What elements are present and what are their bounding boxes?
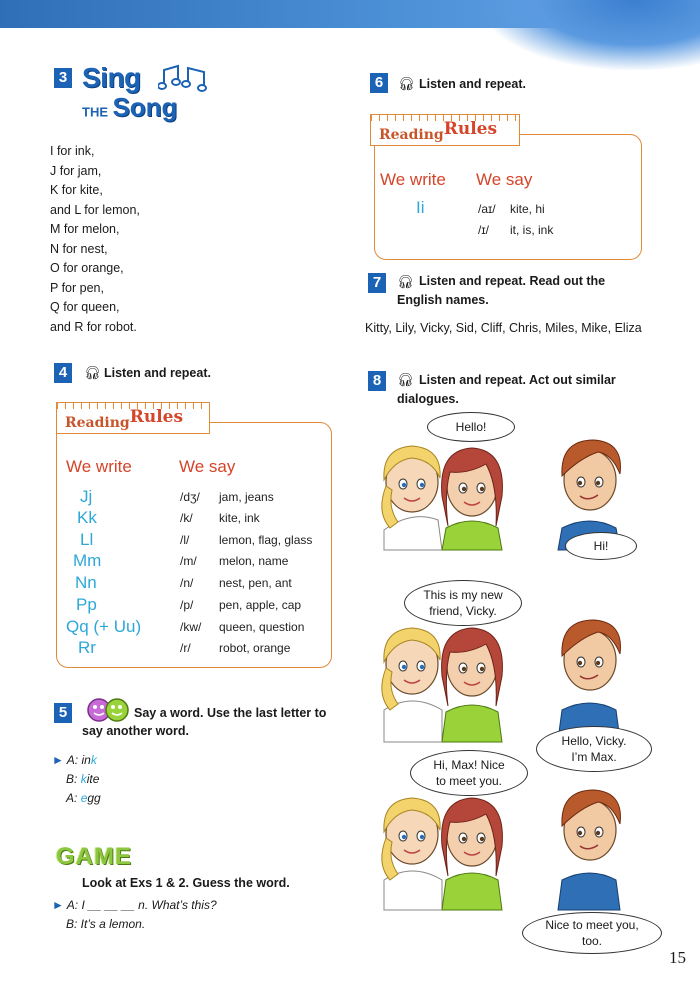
headphones-icon: 🎧︎ [398,76,415,91]
speaker: B: [66,772,78,786]
game-instruction: Look at Exs 1 & 2. Guess the word. [82,876,290,890]
song-line: I for ink, [50,144,95,158]
ex8-number: 8 [368,371,386,391]
song-line: J for jam, [50,163,102,178]
ex7-instruction: Listen and repeat. Read out the [419,274,606,288]
rule-words: nest, pen, ant [219,576,292,590]
bubble-line: This is my new [423,588,503,602]
rule-words: queen, question [219,620,305,634]
rule-words: kite, hi [510,202,545,216]
word-part: in [81,753,91,767]
bubble-text: Hi! [593,539,609,553]
speech-bubble-hi [565,532,637,560]
top-wave-decoration [480,0,700,70]
game-dialogue [52,896,217,934]
bubble-text-block [433,757,504,789]
speech-bubble-nice-to-meet [410,750,528,796]
song-line: N for nest, [50,241,108,256]
the-word: THE [82,104,108,120]
headphones-icon: 🎧︎ [84,365,101,380]
reading-word: Reading [379,127,444,143]
song-line: P for pen, [50,280,104,295]
ex8-instruction-cont: dialogues. [397,392,459,406]
dialogue-line [52,896,217,915]
rule-words: jam, jeans [219,490,274,504]
dialogue-illustration [372,410,672,920]
song-word: Song [112,92,178,122]
dialogue-line [52,789,101,808]
headphones-icon: 🎧︎ [397,372,414,387]
rule-sound: /k/ [180,511,193,525]
ex8-instruction: Listen and repeat. Act out similar [419,373,616,387]
bubble-line: Hi, Max! Nice [433,758,505,772]
highlight-letter: e [80,791,88,805]
song-line: and R for robot. [50,319,137,334]
music-notes-icon [158,62,212,92]
dialogue-line [52,751,101,770]
pair-work-faces-icon [86,697,130,723]
ex6-instruction: Listen and repeat. [419,77,526,91]
sing-title: Sing [82,62,141,93]
word-part: ite [86,772,100,786]
reading-rules-label [65,407,184,432]
rule-sound: /n/ [180,576,194,590]
speech-bubble-hello [427,412,515,442]
rule-letters: Ii [416,198,425,217]
rule-words: kite, ink [219,511,260,525]
bubble-line: too. [581,934,602,948]
song-line: K for kite, [50,183,103,197]
word-part: gg [87,791,101,805]
ex5-dialogue [52,751,101,808]
speech-bubble-hello-vicky [536,726,652,772]
play-arrow-icon: ► [52,753,64,767]
rule-letters: Ll [80,530,94,549]
page-number: 15 [669,948,686,967]
we-write-heading: We write [66,457,132,476]
rule-sound: /aɪ/ [478,202,496,216]
speech-bubble-nice-too [522,912,662,954]
song-line: M for melon, [50,222,120,236]
rule-letters: Kk [77,508,97,527]
ex7-instruction-cont: English names. [397,293,489,307]
rule-sound: /kw/ [180,620,202,634]
play-arrow-icon: ► [52,898,64,912]
bubble-line: to meet you. [435,774,503,788]
bubble-line: I’m Max. [571,750,617,764]
ex7-number: 7 [368,273,386,293]
rule-sound: /ɪ/ [478,223,489,237]
rule-words: pen, apple, cap [219,598,302,612]
game-line-b: B: It’s a lemon. [66,917,146,931]
ex5-instruction-line: Say a word. Use the last letter to [134,706,327,720]
speaker: A: [66,753,79,767]
ex4-instruction: Listen and repeat. [104,366,211,380]
highlight-letter: k [90,753,97,767]
dialogue-line [52,915,217,934]
bubble-line: Hello, Vicky. [561,734,627,748]
rule-words: melon, name [219,554,289,568]
ex4-number: 4 [54,363,72,383]
ex3-number: 3 [54,68,72,88]
dialogue-line [52,770,101,789]
rule-letters: Nn [75,573,97,592]
rule-words: lemon, flag, glass [219,533,313,547]
bubble-line: friend, Vicky. [429,604,497,618]
rule-sound: /l/ [180,533,190,547]
rules-word: Rules [129,407,184,427]
we-say-heading: We say [476,170,533,189]
reading-rules-box-ex6 [374,134,642,260]
reading-word: Reading [65,415,130,431]
song-line: and L for lemon, [50,202,140,217]
we-say-heading: We say [179,457,236,476]
speaker: A: [66,791,78,805]
reading-rules-label [379,119,498,144]
bubble-text: Hello! [455,420,487,434]
highlight-letter: k [80,772,87,786]
ex5-instruction [134,704,326,723]
bubble-text-block [545,917,638,949]
we-write-heading: We write [380,170,446,189]
speech-bubble-new-friend [404,580,522,626]
rule-words: robot, orange [219,641,291,655]
reading-rules-ruler-ex6 [370,114,520,146]
the-song-title [82,92,177,123]
rule-words: it, is, ink [510,223,554,237]
rule-sound: /p/ [180,598,194,612]
rule-letters: Rr [78,638,96,657]
rules-word: Rules [443,119,498,139]
reading-rules-ruler-ex4 [56,402,210,434]
bubble-text-block [562,733,627,765]
ex5-instruction-cont [82,722,189,741]
song-lyrics [50,142,140,337]
bubble-line: Nice to meet you, [545,918,639,932]
ex5-number: 5 [54,703,72,723]
rule-letters: Qq (+ Uu) [66,617,142,636]
rule-letters: Pp [76,595,97,614]
headphones-icon: 🎧︎ [397,274,414,289]
ex6-number: 6 [370,73,388,93]
names-list: Kitty, Lily, Vicky, Sid, Cliff, Chris, Miles, Mike, Eliza [365,321,642,335]
bubble-text-block [423,587,502,619]
rule-letters: Mm [73,551,102,570]
song-line: Q for queen, [50,300,120,314]
game-logo: GAME [56,843,132,870]
rule-sound: /r/ [180,641,191,655]
rule-sound: /dʒ/ [180,490,200,504]
song-line: O for orange, [50,261,124,275]
game-line-a: A: I __ __ __ n. What’s this? [66,898,217,912]
rule-sound: /m/ [180,554,197,568]
rule-letters: Jj [80,487,93,506]
ex5-instruction-line: say another word. [82,724,189,738]
